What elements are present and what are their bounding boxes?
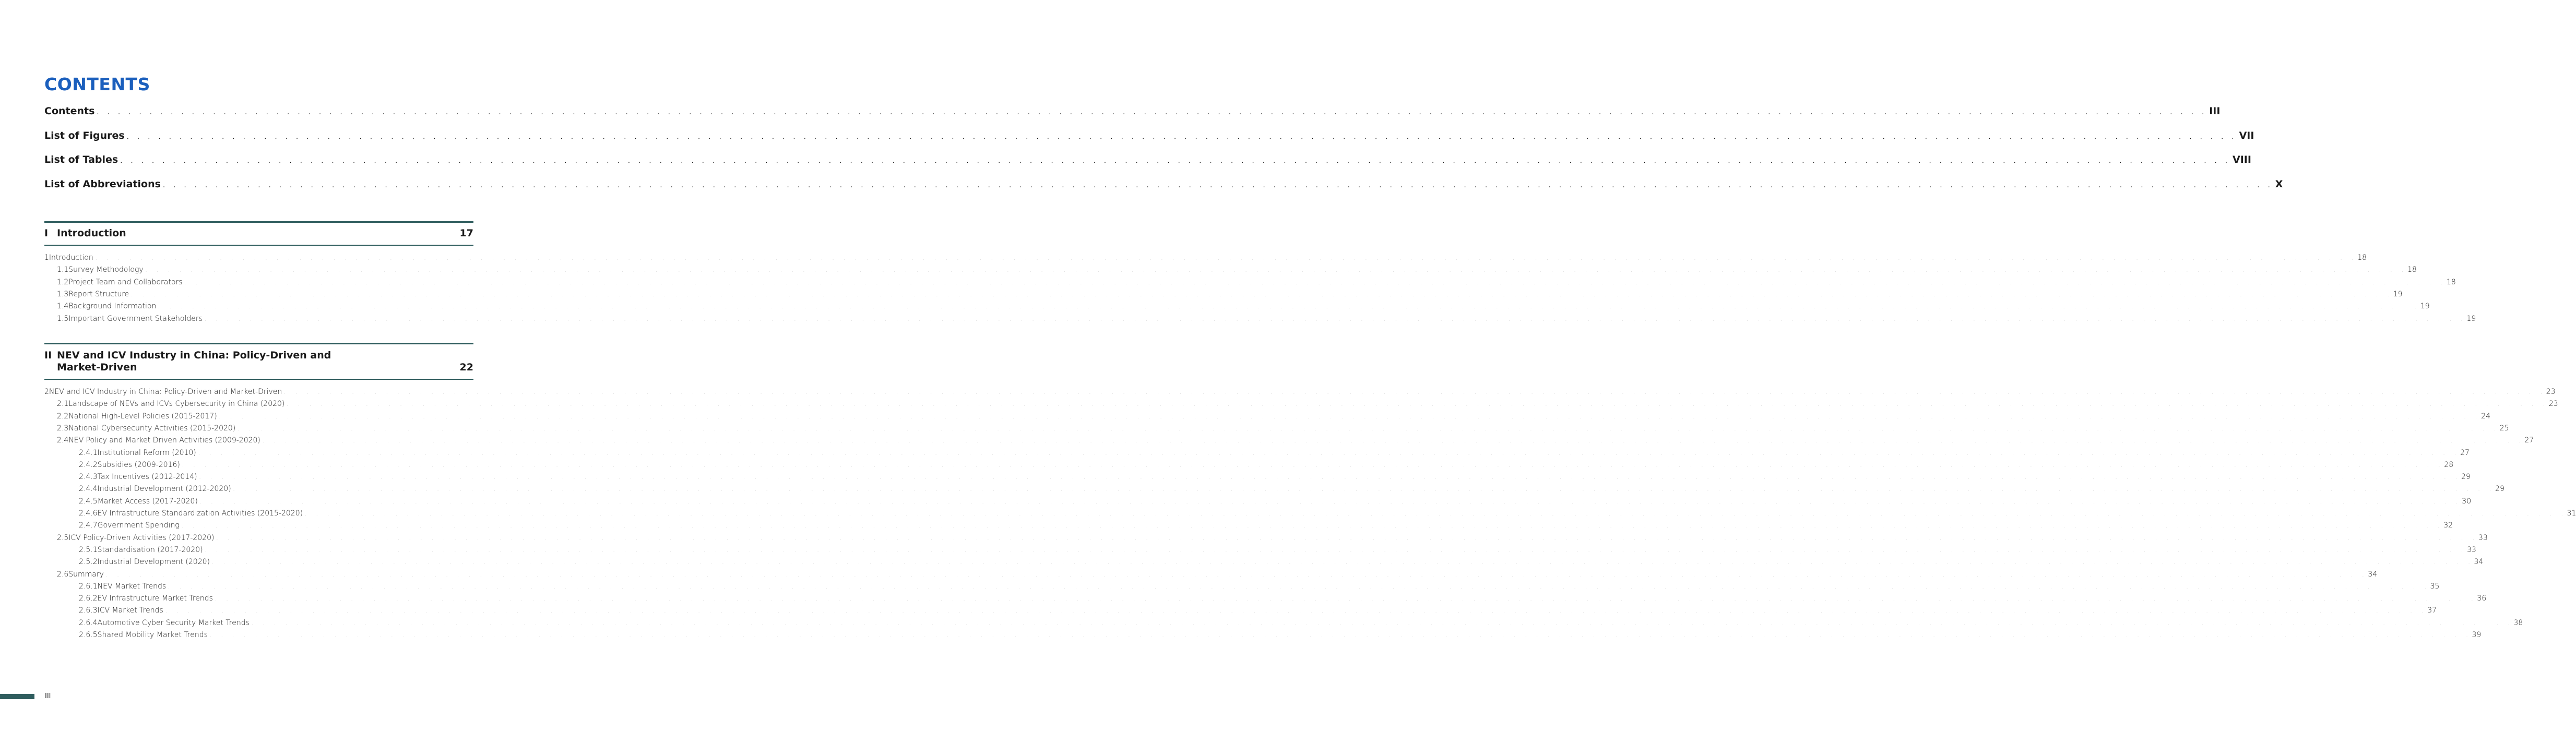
dot-leader: . . . . . . . . . . . . . . . . . . . . . . . . . . . . . . . . . . . . . . . . . . . . . . . . . . . . . . . . . . . . . . . . . . . . . . . . . . . . . . . . . . . . . . . . . . . . . . . . . . . . . . . . . . . . . . . . . . . . . . . . . . . . . . . . . . . . . . . . . . . . . . . . . . . . . . . . . . . . . . . . . . . . . . . . . . . . . . . . . . . . . . . . . . . . . . . . . . . . . . . . <box>305 512 2567 517</box>
toc-entry[interactable] <box>57 302 2430 313</box>
part-heading-inner <box>44 223 473 245</box>
dot-leader: . . . . . . . . . . . . . . . . . . . . . . . . . . . . . . . . . . . . . . . . . . . . . . . . . . . . . . . . . . . . . . . . . . . . . . . . . . . . . . . . . . . . . . . . . . . . . . . . . . . . . . . . . . . . . . . . . . . . . . . . . . . . . . . . . . . . . . . . . . . . . . . . . . . . . . . . . . . . . . . . . . . . . . . . . . . . . . . . . . . . . . . . . . . . . . . . . . . . . . . . <box>233 487 2496 493</box>
dot-leader: . . . . . . . . . . . . . . . . . . . . . . . . . . . . . . . . . . . . . . . . . . . . . . . . . . . . . . . . . . . . . . . . . . . . . . . . . . . . . . . . . . . . . . . . . . . . . . . . . . . . . . . . . . . . . . . . . . . . . . . . . . . . . . . . . . . . . . . . . . . . . . . . . . . . . . . . . . . . . . . . . . . . . . . . . . . . . . . . . . . . . . . . . . . . . . . . . . . . . . . . <box>198 451 2461 457</box>
toc-entry-label: Landscape of NEVs and ICVs Cybersecurity in China (2020) <box>68 400 285 409</box>
toc-entry-number: 2.6.3 <box>79 606 98 615</box>
toc-entry-number: 2.4.1 <box>79 448 98 457</box>
toc-entry-page: 18 <box>2446 278 2456 286</box>
front-matter-label: Contents <box>44 105 95 117</box>
toc-entry-label: NEV and ICV Industry in China: Policy-Driven and Market-Driven <box>49 388 282 396</box>
toc-entry-page: 25 <box>2499 424 2509 433</box>
toc-entry-page: 27 <box>2524 436 2534 445</box>
front-matter-page: III <box>2209 105 2221 117</box>
toc-entry-number: 2.5.1 <box>79 545 98 554</box>
toc-entry[interactable] <box>79 606 2437 617</box>
front-matter-item[interactable] <box>44 154 2251 167</box>
toc-entry-number: 2.6.1 <box>79 582 98 591</box>
toc-entry-label: Industrial Development (2020) <box>97 558 210 567</box>
dot-leader: . . . . . . . . . . . . . . . . . . . . . . . . . . . . . . . . . . . . . . . . . . . . . . . . . . . . . . . . . . . . . . . . . . . . . . . . . . . . . . . . . . . . . . . . . . . . . . . . . . . . . . . . . . . . . . . . . . . . . . . . . . . . . . . . . . . . . . . . . . . . . . . . . . . . . . . . . . . . . . . . . . . . . . . . . . . . . . . . . . . . . . . . . . . . . . . . . . . . . . . . <box>216 536 2478 542</box>
toc-entry-page: 33 <box>2467 545 2476 554</box>
toc-entry-label: Summary <box>68 570 104 579</box>
dot-leader: . . . . . . . . . . . . . . . . . . . . . . . . . . . . . . . . . . . . . . . . . . . . . . . . . . . . . . . . . . . . . . . . . . . . . . . . . . . . . . . . . . . . . . . . . . . . . . . . . . . . . . . . . . . . . . . . . . . . . . . . . . . . . . . . . . . . . . . . . . . . . . . . . . . . . . . . . . . . . . . . . . . . . . . . . . . . . . . . . . . . . . . . . . . . . . . . . . . . . . . . <box>182 463 2444 469</box>
page-title: CONTENTS <box>44 74 150 94</box>
dot-leader: . . . . . . . . . . . . . . . . . . . . . . . . . . . . . . . . . . . . . . . . . . . . . . . . . . . . . . . . . . . . . . . . . . . . . . . . . . . . . . . . . . . . . . . . . . . . . . . . . . . . . . . . . . . . . . . . . . . . . . . . . . . . . . . . . . . . . . . . . . . . . . . . . . . . . . . . . . . . . . . . . . . . . . . . . . . . . . . . . . . . . . . . . . . . . . . . . . . . . . . . <box>158 305 2420 310</box>
toc-entry-number: 1.1 <box>57 266 69 274</box>
toc-entry[interactable] <box>57 424 2509 435</box>
toc-entry-number: 2.5 <box>57 533 69 542</box>
toc-entry-page: 28 <box>2444 460 2454 469</box>
part-title-line: NEV and ICV Industry in China: Policy-Driven and <box>57 350 331 361</box>
toc-entry[interactable] <box>79 594 2487 605</box>
toc-entry-page: 36 <box>2477 594 2487 603</box>
toc-entry[interactable] <box>79 448 2470 459</box>
front-matter-label: List of Tables <box>44 154 118 165</box>
toc-entry-label: ICV Market Trends <box>97 606 163 615</box>
toc-entry-number: 2.3 <box>57 424 69 433</box>
toc-entry-page: 29 <box>2461 473 2471 482</box>
dot-leader: . . . . . . . . . . . . . . . . . . . . . . . . . . . . . . . . . . . . . . . . . . . . . . . . . . . . . . . . . . . . . . . . . . . . . . . . . . . . . . . . . . . . . . . . . . . . . . . . . . . . . . . . . . . . . . . . . . . . . . . . . . . . . . . . . . . . . . . . . . . . . . . . . . . . . . . . . . . . . . . . . . . . . . . . . . . . . . . . . . . . . . . . . . . . . . . . . . . . . . . . <box>184 280 2447 286</box>
toc-entry-number: 2.4 <box>57 436 69 445</box>
toc-entry[interactable] <box>57 533 2488 544</box>
toc-entry-number: 2.4.3 <box>79 473 98 482</box>
toc-entry[interactable] <box>79 545 2476 556</box>
toc-entry-page: 19 <box>2393 290 2403 298</box>
toc-entry[interactable] <box>79 582 2440 593</box>
toc-entry-number: 2.4.4 <box>79 485 98 494</box>
toc-entry[interactable] <box>57 278 2456 289</box>
toc-entry-label: Automotive Cyber Security Market Trends <box>97 618 250 627</box>
dot-leader: . . . . . . . . . . . . . . . . . . . . . . . . . . . . . . . . . . . . . . . . . . . . . . . . . . . . . . . . . . . . . . . . . . . . . . . . . . . . . . . . . . . . . . . . . . . . . . . . . . . . . . . . . . . . . . . . . . . . . . . . . . . . . . . . . . . . . . . . . . . . . . . . . . . . . . . . . . . . . . . . . . . . . . . . . . . . . . . . . . . . . . . . . . . . . . . . . . . . . . . . <box>262 439 2525 445</box>
toc-entry[interactable] <box>79 618 2523 629</box>
toc-entry-number: 1.4 <box>57 302 69 311</box>
toc-entry-page: 18 <box>2407 266 2417 274</box>
toc-entry[interactable] <box>79 631 2482 641</box>
front-matter-page: VII <box>2239 129 2254 141</box>
part-title <box>57 227 126 239</box>
dot-leader: . . . . . . . . . . . . . . . . . . . . . . . . . . . . . . . . . . . . . . . . . . . . . . . . . . . . . . . . . . . . . . . . . . . . . . . . . . . . . . . . . . . . . . . . . . . . . . . . . . . . . . . . . . . . . . . . . . . . . . . . . . . . . . . . . . . . . . . . . . . . . . . . . . . . . . . . . . . . . . . . . . . . . . . . . . . . . . . . . . . . . . . . . . . . . . . . . . . . . . . . <box>199 475 2462 481</box>
toc-entry-page: 39 <box>2472 631 2482 639</box>
dot-leader: . . . . . . . . . . . . . . . . . . . . . . . . . . . . . . . . . . . . . . . . . . . . . . . . . . . . . . . . . . . . . . . . . . . . . . . . . . . . . . . . . . . . . . . . . . . . . . . . . . . . . . . . . . . . . . . . . . . . . . . . . . . . . . . . . . . . . . . . . . . . . . . . . . . . . . . . . . . . . . . . . . . . . . . . . . . . . . . . . . . . . . . . . . . . . . . . . . . . . . . . <box>162 181 2273 189</box>
part-heading-inner <box>44 344 473 379</box>
toc-entry[interactable] <box>57 314 2476 325</box>
dot-leader: . . . . . . . . . . . . . . . . . . . . . . . . . . . . . . . . . . . . . . . . . . . . . . . . . . . . . . . . . . . . . . . . . . . . . . . . . . . . . . . . . . . . . . . . . . . . . . . . . . . . . . . . . . . . . . . . . . . . . . . . . . . . . . . . . . . . . . . . . . . . . . . . . . . . . . . . . . . . . . . . . . . . . . . . . . . . . . . . . . . . . . . . . . . . . . . . . . . . . . . . <box>165 609 2428 615</box>
dot-leader: . . . . . . . . . . . . . . . . . . . . . . . . . . . . . . . . . . . . . . . . . . . . . . . . . . . . . . . . . . . . . . . . . . . . . . . . . . . . . . . . . . . . . . . . . . . . . . . . . . . . . . . . . . . . . . . . . . . . . . . . . . . . . . . . . . . . . . . . . . . . . . . . . . . . . . . . . . . . . . . . . . . . . . . . . . . . . . . . . . . . . . . . . . . . . . . . . . . . . . . . <box>168 584 2430 590</box>
toc-entry[interactable] <box>79 485 2504 495</box>
toc-entry-page: 34 <box>2368 570 2378 579</box>
toc-entry-label: NEV Policy and Market Driven Activities (2009-2020) <box>68 436 260 445</box>
part-heading[interactable] <box>44 221 473 246</box>
toc-entry-number: 2.2 <box>57 412 69 421</box>
toc-entry[interactable] <box>57 266 2417 276</box>
toc-entry-label: EV Infrastructure Standardization Activities (2015-2020) <box>97 509 303 518</box>
toc-entry-label: Report Structure <box>68 290 129 298</box>
part-number: II <box>44 350 52 361</box>
toc-entry-page: 29 <box>2495 485 2504 494</box>
dot-leader: . . . . . . . . . . . . . . . . . . . . . . . . . . . . . . . . . . . . . . . . . . . . . . . . . . . . . . . . . . . . . . . . . . . . . . . . . . . . . . . . . . . . . . . . . . . . . . . . . . . . . . . . . . . . . . . . . . . . . . . . . . . . . . . . . . . . . . . . . . . . . . . . . . . . . . . . . . . . . . . . . . . . . . . . . . . . . . . . . . . . . . . . . . . . . . . . . . . . . . . . <box>204 317 2467 322</box>
part-page: 22 <box>459 362 473 373</box>
toc-entry-label: Market Access (2017-2020) <box>97 497 198 506</box>
toc-entry-page: 23 <box>2546 388 2556 396</box>
toc-entry-label: ICV Policy-Driven Activities (2017-2020) <box>68 533 215 542</box>
toc-entry-page: 23 <box>2548 400 2558 409</box>
toc-entry-page: 38 <box>2513 618 2523 627</box>
toc-entry-number: 2.4.6 <box>79 509 98 518</box>
toc-entry-number: 2.6 <box>57 570 69 579</box>
toc-entry-label: Tax Incentives (2012-2014) <box>97 473 197 482</box>
part-heading[interactable] <box>44 343 473 380</box>
part-page: 17 <box>459 227 473 239</box>
front-matter-label: List of Abbreviations <box>44 178 161 190</box>
dot-leader: . . . . . . . . . . . . . . . . . . . . . . . . . . . . . . . . . . . . . . . . . . . . . . . . . . . . . . . . . . . . . . . . . . . . . . . . . . . . . . . . . . . . . . . . . . . . . . . . . . . . . . . . . . . . . . . . . . . . . . . . . . . . . . . . . . . . . . . . . . . . . . . . . . . . . . . . . . . . . . . . . . . . . . . . . . . . . . . . . . . . . . . . . . . . . . . . . . . . . . . . <box>126 133 2237 141</box>
toc-entry-label: Project Team and Collaborators <box>68 278 183 286</box>
dot-leader: . . . . . . . . . . . . . . . . . . . . . . . . . . . . . . . . . . . . . . . . . . . . . . . . . . . . . . . . . . . . . . . . . . . . . . . . . . . . . . . . . . . . . . . . . . . . . . . . . . . . . . . . . . . . . . . . . . . . . . . . . . . . . . . . . . . . . . . . . . . . . . . . . . . . . . . . . . . . . . . . . . . . . . . . . . . . . . . . . . . . . . . . . . . . . . . . . . . . . . . . <box>131 292 2393 298</box>
toc-entry-label: EV Infrastructure Market Trends <box>97 594 213 603</box>
toc-entry-page: 37 <box>2427 606 2437 615</box>
toc-entry-number: 2.4.2 <box>79 460 98 469</box>
dot-leader: . . . . . . . . . . . . . . . . . . . . . . . . . . . . . . . . . . . . . . . . . . . . . . . . . . . . . . . . . . . . . . . . . . . . . . . . . . . . . . . . . . . . . . . . . . . . . . . . . . . . . . . . . . . . . . . . . . . . . . . . . . . . . . . . . . . . . . . . . . . . . . . . . . . . . . . . . . . . . . . . . . . . . . . . . . . . . . . . . . . . . . . . . . . . . . . . . . . . . . . . <box>95 256 2358 261</box>
footer-accent-bar <box>0 694 34 699</box>
footer-page-number: III <box>45 692 51 700</box>
toc-entry-page: 34 <box>2474 558 2484 567</box>
front-matter-item[interactable] <box>44 129 2254 143</box>
toc-entry[interactable] <box>57 400 2558 410</box>
part-number: I <box>44 227 49 239</box>
dot-leader: . . . . . . . . . . . . . . . . . . . . . . . . . . . . . . . . . . . . . . . . . . . . . . . . . . . . . . . . . . . . . . . . . . . . . . . . . . . . . . . . . . . . . . . . . . . . . . . . . . . . . . . . . . . . . . . . . . . . . . . . . . . . . . . . . . . . . . . . . . . . . . . . . . . . . . . . . . . . . . . . . . . . . . . . . . . . . . . . . . . . . . . . . . . . . . . . . . . . . . . . <box>145 268 2408 274</box>
dot-leader: . . . . . . . . . . . . . . . . . . . . . . . . . . . . . . . . . . . . . . . . . . . . . . . . . . . . . . . . . . . . . . . . . . . . . . . . . . . . . . . . . . . . . . . . . . . . . . . . . . . . . . . . . . . . . . . . . . . . . . . . . . . . . . . . . . . . . . . . . . . . . . . . . . . . . . . . . . . . . . . . . . . . . . . . . . . . . . . . . . . . . . . . . . . . . . . . . . . . . . . . <box>238 426 2500 432</box>
dot-leader: . . . . . . . . . . . . . . . . . . . . . . . . . . . . . . . . . . . . . . . . . . . . . . . . . . . . . . . . . . . . . . . . . . . . . . . . . . . . . . . . . . . . . . . . . . . . . . . . . . . . . . . . . . . . . . . . . . . . . . . . . . . . . . . . . . . . . . . . . . . . . . . . . . . . . . . . . . . . . . . . . . . . . . . . . . . . . . . . . . . . . . . . . . . . . . . . . . . . . . . . <box>120 157 2231 165</box>
toc-entry-page: 19 <box>2466 314 2476 323</box>
toc-entry[interactable] <box>79 509 2576 520</box>
toc-entry[interactable] <box>79 473 2471 483</box>
toc-entry[interactable] <box>79 460 2454 471</box>
toc-entry-number: 1.2 <box>57 278 69 286</box>
front-matter-label: List of Figures <box>44 129 125 141</box>
part-title <box>57 350 331 374</box>
toc-entry-label: Background Information <box>68 302 157 311</box>
dot-leader: . . . . . . . . . . . . . . . . . . . . . . . . . . . . . . . . . . . . . . . . . . . . . . . . . . . . . . . . . . . . . . . . . . . . . . . . . . . . . . . . . . . . . . . . . . . . . . . . . . . . . . . . . . . . . . . . . . . . . . . . . . . . . . . . . . . . . . . . . . . . . . . . . . . . . . . . . . . . . . . . . . . . . . . . . . . . . . . . . . . . . . . . . . . . . . . . . . . . . . . . <box>284 390 2546 395</box>
toc-entry-number: 2.6.5 <box>79 631 98 639</box>
toc-entry[interactable] <box>79 521 2453 532</box>
toc-entry-label: Important Government Stakeholders <box>68 314 203 323</box>
toc-entry-page: 27 <box>2460 448 2470 457</box>
dot-leader: . . . . . . . . . . . . . . . . . . . . . . . . . . . . . . . . . . . . . . . . . . . . . . . . . . . . . . . . . . . . . . . . . . . . . . . . . . . . . . . . . . . . . . . . . . . . . . . . . . . . . . . . . . . . . . . . . . . . . . . . . . . . . . . . . . . . . . . . . . . . . . . . . . . . . . . . . . . . . . . . . . . . . . . . . . . . . . . . . . . . . . . . . . . . . . . . . . . . . . . . <box>219 414 2482 420</box>
toc-entry[interactable] <box>57 570 2378 581</box>
toc-entry-number: 2.6.4 <box>79 618 98 627</box>
toc-entry-label: Shared Mobility Market Trends <box>97 631 208 639</box>
toc-entry[interactable] <box>57 412 2490 423</box>
dot-leader: . . . . . . . . . . . . . . . . . . . . . . . . . . . . . . . . . . . . . . . . . . . . . . . . . . . . . . . . . . . . . . . . . . . . . . . . . . . . . . . . . . . . . . . . . . . . . . . . . . . . . . . . . . . . . . . . . . . . . . . . . . . . . . . . . . . . . . . . . . . . . . . . . . . . . . . . . . . . . . . . . . . . . . . . . . . . . . . . . . . . . . . . . . . . . . . . . . . . . . . . <box>105 572 2368 578</box>
toc-entry-label: National High-Level Policies (2015-2017) <box>68 412 217 421</box>
toc-entry-number: 2 <box>44 388 49 396</box>
toc-entry-number: 2.4.7 <box>79 521 98 530</box>
toc-entry-label: Subsidies (2009-2016) <box>97 460 180 469</box>
toc-entry-number: 2.5.2 <box>79 558 98 567</box>
dot-leader: . . . . . . . . . . . . . . . . . . . . . . . . . . . . . . . . . . . . . . . . . . . . . . . . . . . . . . . . . . . . . . . . . . . . . . . . . . . . . . . . . . . . . . . . . . . . . . . . . . . . . . . . . . . . . . . . . . . . . . . . . . . . . . . . . . . . . . . . . . . . . . . . . . . . . . . . . . . . . . . . . . . . . . . . . . . . . . . . . . . . . . . . . . . . . . . . . . . . . . . . <box>181 524 2444 530</box>
front-matter-item[interactable] <box>44 178 2283 192</box>
toc-entry-page: 30 <box>2462 497 2472 506</box>
toc-entry-number: 1 <box>44 254 49 262</box>
toc-entry[interactable] <box>57 436 2534 447</box>
dot-leader: . . . . . . . . . . . . . . . . . . . . . . . . . . . . . . . . . . . . . . . . . . . . . . . . . . . . . . . . . . . . . . . . . . . . . . . . . . . . . . . . . . . . . . . . . . . . . . . . . . . . . . . . . . . . . . . . . . . . . . . . . . . . . . . . . . . . . . . . . . . . . . . . . . . . . . . . . . . . . . . . . . . . . . . . . . . . . . . . . . . . . . . . . . . . . . . . . . . . . . . . <box>209 633 2472 639</box>
toc-entry-label: Standardisation (2017-2020) <box>97 545 203 554</box>
part-title-line: Introduction <box>57 227 126 239</box>
toc-entry-label: Government Spending <box>97 521 180 530</box>
toc-entry-number: 2.1 <box>57 400 69 409</box>
front-matter-item[interactable] <box>44 105 2221 119</box>
toc-entry-page: 24 <box>2481 412 2490 421</box>
toc-entry-number: 2.4.5 <box>79 497 98 506</box>
toc-entry-label: Survey Methodology <box>68 266 144 274</box>
toc-entry-page: 35 <box>2430 582 2440 591</box>
dot-leader: . . . . . . . . . . . . . . . . . . . . . . . . . . . . . . . . . . . . . . . . . . . . . . . . . . . . . . . . . . . . . . . . . . . . . . . . . . . . . . . . . . . . . . . . . . . . . . . . . . . . . . . . . . . . . . . . . . . . . . . . . . . . . . . . . . . . . . . . . . . . . . . . . . . . . . . . . . . . . . . . . . . . . . . . . . . . . . . . . . . . . . . . . . . . . . . . . . . . . . . . <box>199 499 2462 505</box>
toc-entry[interactable] <box>57 290 2403 301</box>
toc-entry-number: 2.6.2 <box>79 594 98 603</box>
toc-entry-label: Industrial Development (2012-2020) <box>97 485 231 494</box>
front-matter-page: X <box>2275 178 2283 190</box>
toc-entry-page: 32 <box>2443 521 2453 530</box>
dot-leader: . . . . . . . . . . . . . . . . . . . . . . . . . . . . . . . . . . . . . . . . . . . . . . . . . . . . . . . . . . . . . . . . . . . . . . . . . . . . . . . . . . . . . . . . . . . . . . . . . . . . . . . . . . . . . . . . . . . . . . . . . . . . . . . . . . . . . . . . . . . . . . . . . . . . . . . . . . . . . . . . . . . . . . . . . . . . . . . . . . . . . . . . . . . . . . . . . . . . . . . . <box>251 621 2514 627</box>
dot-leader: . . . . . . . . . . . . . . . . . . . . . . . . . . . . . . . . . . . . . . . . . . . . . . . . . . . . . . . . . . . . . . . . . . . . . . . . . . . . . . . . . . . . . . . . . . . . . . . . . . . . . . . . . . . . . . . . . . . . . . . . . . . . . . . . . . . . . . . . . . . . . . . . . . . . . . . . . . . . . . . . . . . . . . . . . . . . . . . . . . . . . . . . . . . . . . . . . . . . . . . . <box>211 560 2474 566</box>
toc-entry-label: Institutional Reform (2010) <box>97 448 196 457</box>
toc-entry[interactable] <box>79 558 2484 568</box>
toc-entry[interactable] <box>79 497 2472 508</box>
toc-entry-label: National Cybersecurity Activities (2015-2020) <box>68 424 236 433</box>
toc-entry-label: Introduction <box>49 254 93 262</box>
toc-entry-number: 1.3 <box>57 290 69 298</box>
toc-entry-page: 18 <box>2357 254 2367 262</box>
toc-entry-page: 19 <box>2420 302 2430 311</box>
toc-entry-number: 1.5 <box>57 314 69 323</box>
front-matter-page: VIII <box>2233 154 2251 165</box>
toc-entry-page: 33 <box>2478 533 2488 542</box>
part-title-line: Market-Driven <box>57 362 137 373</box>
dot-leader: . . . . . . . . . . . . . . . . . . . . . . . . . . . . . . . . . . . . . . . . . . . . . . . . . . . . . . . . . . . . . . . . . . . . . . . . . . . . . . . . . . . . . . . . . . . . . . . . . . . . . . . . . . . . . . . . . . . . . . . . . . . . . . . . . . . . . . . . . . . . . . . . . . . . . . . . . . . . . . . . . . . . . . . . . . . . . . . . . . . . . . . . . . . . . . . . . . . . . . . . <box>97 109 2207 116</box>
toc-entry-label: NEV Market Trends <box>97 582 167 591</box>
dot-leader: . . . . . . . . . . . . . . . . . . . . . . . . . . . . . . . . . . . . . . . . . . . . . . . . . . . . . . . . . . . . . . . . . . . . . . . . . . . . . . . . . . . . . . . . . . . . . . . . . . . . . . . . . . . . . . . . . . . . . . . . . . . . . . . . . . . . . . . . . . . . . . . . . . . . . . . . . . . . . . . . . . . . . . . . . . . . . . . . . . . . . . . . . . . . . . . . . . . . . . . . <box>215 597 2477 603</box>
toc-entry-page: 31 <box>2567 509 2576 518</box>
dot-leader: . . . . . . . . . . . . . . . . . . . . . . . . . . . . . . . . . . . . . . . . . . . . . . . . . . . . . . . . . . . . . . . . . . . . . . . . . . . . . . . . . . . . . . . . . . . . . . . . . . . . . . . . . . . . . . . . . . . . . . . . . . . . . . . . . . . . . . . . . . . . . . . . . . . . . . . . . . . . . . . . . . . . . . . . . . . . . . . . . . . . . . . . . . . . . . . . . . . . . . . . <box>205 548 2467 554</box>
toc-entry[interactable] <box>44 254 2367 264</box>
toc-entry[interactable] <box>44 388 2556 398</box>
dot-leader: . . . . . . . . . . . . . . . . . . . . . . . . . . . . . . . . . . . . . . . . . . . . . . . . . . . . . . . . . . . . . . . . . . . . . . . . . . . . . . . . . . . . . . . . . . . . . . . . . . . . . . . . . . . . . . . . . . . . . . . . . . . . . . . . . . . . . . . . . . . . . . . . . . . . . . . . . . . . . . . . . . . . . . . . . . . . . . . . . . . . . . . . . . . . . . . . . . . . . . . . <box>287 402 2549 408</box>
